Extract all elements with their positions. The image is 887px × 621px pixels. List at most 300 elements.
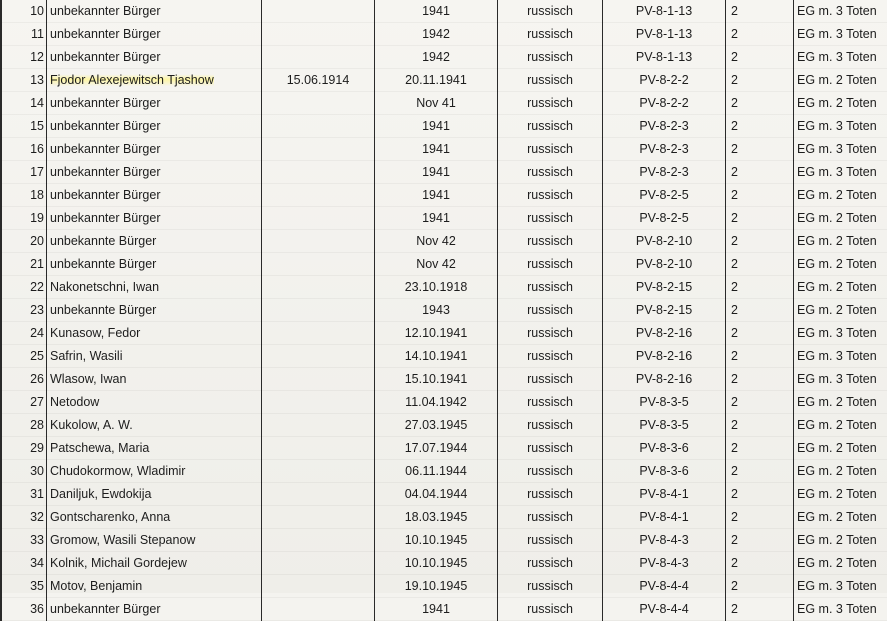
death-date-cell [375,345,498,368]
nationality: russisch [527,487,573,501]
person-name-cell [47,437,262,460]
row-number-cell [1,161,47,184]
death-date: 1941 [422,142,450,156]
grave-note-cell [794,437,887,460]
grave-note: EG m. 2 Toten [797,234,877,248]
birth-date-cell [262,437,375,460]
person-name-cell [47,184,262,207]
grave-note: EG m. 2 Toten [797,280,877,294]
nationality: russisch [527,73,573,87]
birth-date-cell [262,0,375,23]
person-name-cell [47,322,262,345]
table-row [1,92,887,115]
row-number-cell [1,598,47,621]
grave-location-cell [603,184,726,207]
count-value-cell [726,230,794,253]
birth-date-cell [262,299,375,322]
person-name-cell [47,23,262,46]
count-value-cell [726,345,794,368]
person-name: unbekannter Bürger [50,142,161,156]
row-number-cell [1,345,47,368]
nationality-cell [498,46,603,69]
grave-note-cell [794,207,887,230]
row-number: 14 [30,96,44,110]
nationality: russisch [527,395,573,409]
grave-note: EG m. 3 Toten [797,142,877,156]
person-name-cell [47,414,262,437]
death-date-cell [375,184,498,207]
count-value: 2 [731,372,738,386]
grave-note-cell [794,368,887,391]
grave-note-cell [794,92,887,115]
grave-note: EG m. 3 Toten [797,349,877,363]
grave-location-cell [603,552,726,575]
nationality-cell [498,437,603,460]
grave-location: PV-8-2-2 [639,73,688,87]
person-name: unbekannter Bürger [50,4,161,18]
table-row [1,299,887,322]
grave-location: PV-8-4-1 [639,510,688,524]
row-number: 34 [30,556,44,570]
grave-note-cell [794,161,887,184]
table-row [1,391,887,414]
count-value: 2 [731,533,738,547]
grave-location-cell [603,460,726,483]
row-number: 31 [30,487,44,501]
nationality: russisch [527,96,573,110]
death-date-cell [375,437,498,460]
grave-location: PV-8-2-16 [636,372,692,386]
row-number-cell [1,437,47,460]
count-value-cell [726,299,794,322]
count-value: 2 [731,27,738,41]
death-date-cell [375,230,498,253]
birth-date-cell [262,460,375,483]
grave-location: PV-8-2-15 [636,280,692,294]
row-number-cell [1,299,47,322]
count-value: 2 [731,510,738,524]
death-date-cell [375,322,498,345]
count-value-cell [726,368,794,391]
row-number: 27 [30,395,44,409]
count-value-cell [726,23,794,46]
count-value-cell [726,92,794,115]
grave-location-cell [603,506,726,529]
nationality: russisch [527,27,573,41]
row-number: 20 [30,234,44,248]
row-number: 32 [30,510,44,524]
person-name-cell [47,368,262,391]
count-value: 2 [731,119,738,133]
birth-date-cell [262,368,375,391]
table-row [1,230,887,253]
person-name-cell [47,552,262,575]
grave-note-cell [794,276,887,299]
count-value: 2 [731,188,738,202]
count-value: 2 [731,303,738,317]
grave-location: PV-8-2-16 [636,349,692,363]
death-date-cell [375,46,498,69]
death-date-cell [375,529,498,552]
row-number-cell [1,115,47,138]
person-name: Netodow [50,395,99,409]
row-number-cell [1,414,47,437]
death-date-cell [375,69,498,92]
grave-location-cell [603,161,726,184]
person-name: unbekannter Bürger [50,602,161,616]
nationality-cell [498,92,603,115]
row-number-cell [1,46,47,69]
nationality: russisch [527,257,573,271]
person-name: unbekannter Bürger [50,211,161,225]
row-number-cell [1,506,47,529]
nationality: russisch [527,326,573,340]
person-name-cell [47,253,262,276]
grave-note-cell [794,506,887,529]
row-number-cell [1,184,47,207]
person-name: Wlasow, Iwan [50,372,126,386]
grave-note: EG m. 3 Toten [797,50,877,64]
person-name: unbekannter Bürger [50,119,161,133]
death-date: 04.04.1944 [405,487,468,501]
nationality: russisch [527,50,573,64]
table-row [1,0,887,23]
nationality: russisch [527,303,573,317]
row-number-cell [1,0,47,23]
person-name: unbekannter Bürger [50,50,161,64]
nationality: russisch [527,510,573,524]
row-number: 17 [30,165,44,179]
death-date: 1941 [422,119,450,133]
nationality: russisch [527,579,573,593]
death-date-cell [375,552,498,575]
count-value: 2 [731,96,738,110]
grave-location: PV-8-2-3 [639,165,688,179]
grave-note: EG m. 2 Toten [797,303,877,317]
death-date: Nov 42 [416,257,456,271]
nationality-cell [498,253,603,276]
grave-location-cell [603,92,726,115]
nationality-cell [498,552,603,575]
grave-note: EG m. 2 Toten [797,73,877,87]
nationality-cell [498,506,603,529]
birth-date-cell [262,138,375,161]
person-name-cell [47,345,262,368]
count-value-cell [726,460,794,483]
nationality-cell [498,138,603,161]
row-number-cell [1,23,47,46]
row-number-cell [1,575,47,598]
row-number: 18 [30,188,44,202]
death-date: 12.10.1941 [405,326,468,340]
birth-date-cell [262,276,375,299]
table-row [1,460,887,483]
table-row [1,575,887,598]
grave-note: EG m. 3 Toten [797,119,877,133]
grave-note: EG m. 3 Toten [797,579,877,593]
death-date: Nov 42 [416,234,456,248]
birth-date-cell [262,23,375,46]
death-date: 11.04.1942 [405,395,467,409]
row-number: 15 [30,119,44,133]
death-date-cell [375,598,498,621]
person-name-cell [47,138,262,161]
count-value: 2 [731,234,738,248]
person-name-cell [47,391,262,414]
count-value: 2 [731,487,738,501]
count-value-cell [726,0,794,23]
death-date: 1941 [422,602,450,616]
birth-date-cell [262,529,375,552]
death-date: 10.10.1945 [405,556,468,570]
grave-location-cell [603,299,726,322]
row-number-cell [1,207,47,230]
row-number-cell [1,276,47,299]
grave-note-cell [794,575,887,598]
count-value-cell [726,253,794,276]
grave-note-cell [794,253,887,276]
grave-note: EG m. 3 Toten [797,372,877,386]
death-date: 1942 [422,27,450,41]
death-date-cell [375,276,498,299]
grave-note: EG m. 2 Toten [797,556,877,570]
count-value-cell [726,322,794,345]
count-value-cell [726,69,794,92]
person-name: unbekannter Bürger [50,165,161,179]
birth-date-cell [262,69,375,92]
grave-location: PV-8-2-5 [639,211,688,225]
count-value-cell [726,276,794,299]
nationality-cell [498,460,603,483]
nationality: russisch [527,4,573,18]
grave-note-cell [794,184,887,207]
person-name: Daniljuk, Ewdokija [50,487,151,501]
nationality-cell [498,69,603,92]
table-row [1,414,887,437]
row-number-cell [1,230,47,253]
row-number: 10 [30,4,44,18]
row-number: 33 [30,533,44,547]
row-number: 24 [30,326,44,340]
table-row [1,46,887,69]
row-number: 25 [30,349,44,363]
nationality-cell [498,322,603,345]
grave-note: EG m. 2 Toten [797,441,877,455]
grave-location: PV-8-3-5 [639,395,688,409]
table-row [1,437,887,460]
table-row [1,207,887,230]
grave-note-cell [794,46,887,69]
grave-note: EG m. 2 Toten [797,211,877,225]
death-date-cell [375,460,498,483]
nationality-cell [498,529,603,552]
grave-location-cell [603,483,726,506]
table-body [1,0,887,621]
person-name: Gontscharenko, Anna [50,510,170,524]
row-number-cell [1,391,47,414]
grave-location: PV-8-2-3 [639,142,688,156]
person-name: unbekannte Bürger [50,257,156,271]
death-date-cell [375,161,498,184]
table-row [1,276,887,299]
grave-location-cell [603,575,726,598]
death-date: 18.03.1945 [405,510,468,524]
grave-note-cell [794,322,887,345]
birth-date-cell [262,575,375,598]
count-value-cell [726,414,794,437]
grave-location: PV-8-3-6 [639,441,688,455]
death-date: 17.07.1944 [405,441,468,455]
nationality-cell [498,207,603,230]
person-name: Fjodor Alexejewitsch Tjashow [50,73,214,87]
grave-location-cell [603,414,726,437]
grave-location: PV-8-2-16 [636,326,692,340]
table-row [1,506,887,529]
person-name-cell [47,506,262,529]
grave-note-cell [794,391,887,414]
row-number-cell [1,69,47,92]
nationality: russisch [527,188,573,202]
table-row [1,598,887,621]
nationality-cell [498,230,603,253]
grave-location: PV-8-2-2 [639,96,688,110]
nationality: russisch [527,556,573,570]
row-number: 12 [30,50,44,64]
row-number: 11 [31,27,44,41]
grave-note: EG m. 2 Toten [797,96,877,110]
person-name: Nakonetschni, Iwan [50,280,159,294]
grave-note: EG m. 3 Toten [797,4,877,18]
grave-location-cell [603,23,726,46]
birth-date-cell [262,207,375,230]
death-date-cell [375,391,498,414]
death-date-cell [375,368,498,391]
death-date-cell [375,23,498,46]
count-value-cell [726,575,794,598]
nationality: russisch [527,349,573,363]
grave-note-cell [794,345,887,368]
count-value: 2 [731,464,738,478]
grave-location: PV-8-4-3 [639,556,688,570]
birth-date: 15.06.1914 [287,73,350,87]
death-date: 1943 [422,303,450,317]
row-number-cell [1,92,47,115]
person-name-cell [47,0,262,23]
count-value: 2 [731,418,738,432]
death-date-cell [375,414,498,437]
count-value: 2 [731,165,738,179]
row-number: 13 [30,73,44,87]
person-name-cell [47,207,262,230]
nationality: russisch [527,211,573,225]
person-name: unbekannte Bürger [50,303,156,317]
nationality-cell [498,0,603,23]
nationality: russisch [527,533,573,547]
death-date: 20.11.1941 [405,73,467,87]
count-value: 2 [731,579,738,593]
death-date-cell [375,575,498,598]
grave-location: PV-8-2-15 [636,303,692,317]
row-number-cell [1,552,47,575]
grave-note-cell [794,138,887,161]
grave-location-cell [603,207,726,230]
grave-location: PV-8-2-10 [636,234,692,248]
grave-note-cell [794,115,887,138]
table-row [1,161,887,184]
death-date: 1941 [422,211,450,225]
nationality-cell [498,276,603,299]
birth-date-cell [262,598,375,621]
nationality-cell [498,575,603,598]
nationality-cell [498,184,603,207]
nationality-cell [498,598,603,621]
table-row [1,184,887,207]
person-name-cell [47,299,262,322]
count-value: 2 [731,280,738,294]
nationality-cell [498,414,603,437]
birth-date-cell [262,184,375,207]
person-name-cell [47,115,262,138]
nationality: russisch [527,119,573,133]
person-name: Chudokormow, Wladimir [50,464,185,478]
birth-date-cell [262,483,375,506]
count-value-cell [726,552,794,575]
count-value-cell [726,138,794,161]
row-number-cell [1,368,47,391]
death-date-cell [375,0,498,23]
grave-location: PV-8-2-3 [639,119,688,133]
birth-date-cell [262,322,375,345]
row-number: 29 [30,441,44,455]
grave-location-cell [603,69,726,92]
nationality: russisch [527,418,573,432]
person-name-cell [47,598,262,621]
nationality: russisch [527,464,573,478]
count-value-cell [726,529,794,552]
row-number-cell [1,322,47,345]
grave-note-cell [794,552,887,575]
nationality-cell [498,161,603,184]
grave-note: EG m. 3 Toten [797,326,877,340]
grave-note-cell [794,69,887,92]
grave-location-cell [603,529,726,552]
row-number-cell [1,460,47,483]
table-row [1,138,887,161]
count-value: 2 [731,602,738,616]
death-date: 23.10.1918 [405,280,468,294]
person-name-cell [47,460,262,483]
count-value: 2 [731,257,738,271]
grave-note-cell [794,529,887,552]
grave-note-cell [794,0,887,23]
count-value: 2 [731,50,738,64]
table-row [1,115,887,138]
birth-date-cell [262,391,375,414]
death-date: 14.10.1941 [405,349,468,363]
row-number: 16 [30,142,44,156]
grave-location: PV-8-1-13 [636,27,692,41]
grave-location: PV-8-4-4 [639,602,688,616]
grave-note-cell [794,414,887,437]
grave-location-cell [603,230,726,253]
count-value-cell [726,437,794,460]
grave-location-cell [603,437,726,460]
grave-location: PV-8-4-1 [639,487,688,501]
person-name-cell [47,276,262,299]
death-date: Nov 41 [416,96,456,110]
nationality: russisch [527,165,573,179]
row-number: 22 [30,280,44,294]
